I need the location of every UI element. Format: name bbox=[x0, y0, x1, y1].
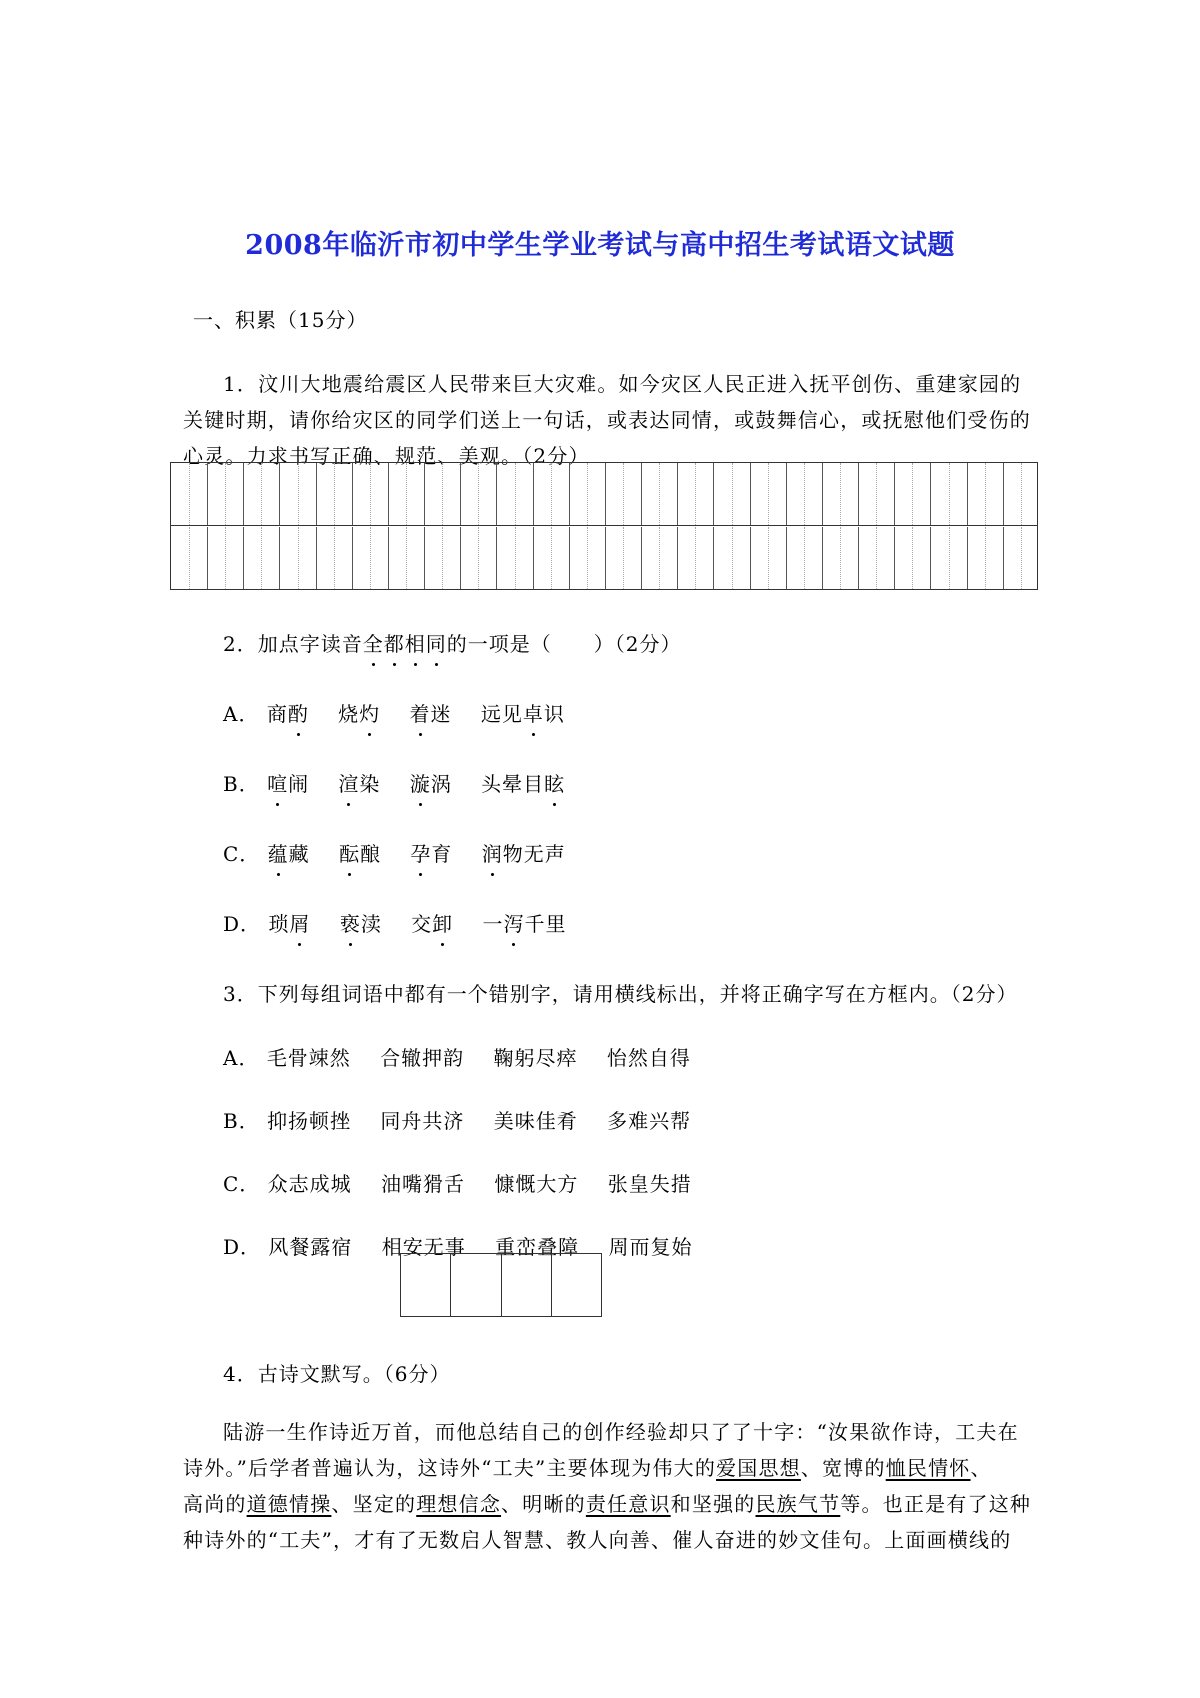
question-3-stem: 3．下列每组词语中都有一个错别字，请用横线标出，并将正确字写在方框内。（2分） bbox=[223, 982, 1018, 1006]
option-word: 相安无事 bbox=[381, 1235, 466, 1259]
option-word: 重峦叠障 bbox=[495, 1235, 580, 1259]
answer-box[interactable] bbox=[502, 1254, 552, 1316]
grid-row-1 bbox=[171, 463, 1037, 526]
grid-cell[interactable] bbox=[460, 527, 497, 589]
option-word: 毛骨竦然 bbox=[266, 1046, 351, 1070]
option-word: 多难兴帮 bbox=[607, 1109, 692, 1133]
grid-cell[interactable] bbox=[786, 463, 823, 525]
q2-stem-post: 的一项是（ ）（2分） bbox=[446, 632, 682, 656]
underlined-term: 理想信念 bbox=[416, 1492, 502, 1516]
grid-cell[interactable] bbox=[388, 463, 425, 525]
q2-stem-pre: 2．加点字读音 bbox=[223, 632, 363, 656]
grid-cell[interactable] bbox=[858, 527, 895, 589]
q4-para-line-2: 诗外。”后学者普遍认为，这诗外“工夫”主要体现为伟大的爱国思想、宽博的恤民情怀、 bbox=[183, 1456, 992, 1480]
option-label: D． bbox=[223, 1235, 262, 1259]
underlined-term: 民族气节 bbox=[755, 1492, 841, 1516]
grid-cell[interactable] bbox=[207, 527, 244, 589]
grid-cell[interactable] bbox=[967, 463, 1004, 525]
option-label: C． bbox=[223, 1172, 261, 1196]
option-word: 鞠躬尽瘁 bbox=[493, 1046, 578, 1070]
q3-option-c bbox=[223, 1166, 714, 1202]
grid-cell[interactable] bbox=[243, 527, 280, 589]
dotted-char: 全 bbox=[363, 626, 384, 662]
grid-cell[interactable] bbox=[822, 463, 859, 525]
grid-cell[interactable] bbox=[750, 527, 787, 589]
q2-option-b bbox=[223, 766, 587, 802]
underlined-term: 责任意识 bbox=[585, 1492, 671, 1516]
grid-cell[interactable] bbox=[1003, 463, 1039, 525]
underlined-term: 道德情操 bbox=[246, 1492, 332, 1516]
underlined-term: 爱国思想 bbox=[716, 1456, 801, 1480]
q1-line-3: 心灵。力求书写正确、规范、美观。（2分） bbox=[183, 444, 590, 468]
option-word: 远见卓识 bbox=[481, 696, 565, 732]
grid-cell[interactable] bbox=[569, 527, 606, 589]
grid-row-2 bbox=[171, 527, 1037, 589]
grid-cell[interactable] bbox=[316, 527, 353, 589]
question-4-stem: 4．古诗文默写。（6分） bbox=[223, 1362, 451, 1386]
option-word: 同舟共济 bbox=[380, 1109, 465, 1133]
question-1 bbox=[183, 366, 1043, 402]
grid-cell[interactable] bbox=[677, 527, 714, 589]
grid-cell[interactable] bbox=[931, 463, 968, 525]
q4-para-line-1: 陆游一生作诗近万首，而他总结自己的创作经验却只了了十字：“汝果欲作诗，工夫在 bbox=[223, 1420, 1019, 1444]
grid-cell[interactable] bbox=[894, 463, 931, 525]
answer-writing-grid[interactable] bbox=[170, 462, 1038, 590]
grid-cell[interactable] bbox=[605, 527, 642, 589]
option-label: A． bbox=[223, 1046, 260, 1070]
grid-cell[interactable] bbox=[207, 463, 244, 525]
grid-cell[interactable] bbox=[714, 527, 751, 589]
grid-cell[interactable] bbox=[894, 527, 931, 589]
q3-option-b bbox=[223, 1103, 713, 1139]
grid-cell[interactable] bbox=[605, 463, 642, 525]
q4-para-line-4: 种诗外的“工夫”，才有了无数启人智慧、教人向善、催人奋进的妙文佳句。上面画横线的 bbox=[183, 1528, 1012, 1552]
grid-cell[interactable] bbox=[931, 527, 968, 589]
option-word: 渲染 bbox=[338, 766, 380, 802]
grid-cell[interactable] bbox=[424, 463, 461, 525]
option-word: 众志成城 bbox=[267, 1172, 352, 1196]
grid-cell[interactable] bbox=[316, 463, 353, 525]
option-word: 蕴藏 bbox=[268, 836, 310, 872]
option-label: B． bbox=[223, 1109, 260, 1133]
grid-cell[interactable] bbox=[641, 463, 678, 525]
grid-cell[interactable] bbox=[822, 527, 859, 589]
option-word: 喧闹 bbox=[267, 766, 309, 802]
option-word: 着迷 bbox=[410, 696, 452, 732]
option-word: 怡然自得 bbox=[606, 1046, 691, 1070]
q1-line-2: 关键时期，请你给灾区的同学们送上一句话，或表达同情，或鼓舞信心，或抚慰他们受伤的 bbox=[183, 408, 1031, 432]
grid-cell[interactable] bbox=[388, 527, 425, 589]
answer-box[interactable] bbox=[451, 1254, 501, 1316]
grid-cell[interactable] bbox=[352, 527, 389, 589]
dotted-char: 同 bbox=[426, 626, 447, 662]
option-label: C． bbox=[223, 842, 261, 866]
grid-cell[interactable] bbox=[171, 463, 208, 525]
option-word: 抑扬顿挫 bbox=[267, 1109, 352, 1133]
correction-answer-boxes bbox=[400, 1253, 602, 1317]
option-word: 张皇失措 bbox=[607, 1172, 692, 1196]
answer-box[interactable] bbox=[401, 1254, 451, 1316]
option-word: 慷慨大方 bbox=[494, 1172, 579, 1196]
grid-cell[interactable] bbox=[714, 463, 751, 525]
option-word: 油嘴猾舌 bbox=[381, 1172, 466, 1196]
grid-cell[interactable] bbox=[280, 527, 317, 589]
option-label: A． bbox=[223, 702, 260, 726]
option-word: 商酌 bbox=[267, 696, 309, 732]
grid-cell[interactable] bbox=[569, 463, 606, 525]
page-title: 2008年临沂市初中学生学业考试与高中招生考试语文试题 bbox=[245, 230, 955, 261]
option-word: 合辙押韵 bbox=[380, 1046, 465, 1070]
q1-line-1: 1．汶川大地震给震区人民带来巨大灾难。如今灾区人民正进入抚平创伤、重建家园的 bbox=[223, 372, 1022, 396]
option-word: 头晕目眩 bbox=[481, 766, 565, 802]
option-word: 周而复始 bbox=[608, 1235, 693, 1259]
grid-cell[interactable] bbox=[497, 527, 534, 589]
grid-cell[interactable] bbox=[460, 463, 497, 525]
option-word: 琐屑 bbox=[268, 906, 310, 942]
option-word: 风餐露宿 bbox=[268, 1235, 353, 1259]
option-word: 亵渎 bbox=[340, 906, 382, 942]
answer-box[interactable] bbox=[552, 1254, 601, 1316]
grid-cell[interactable] bbox=[750, 463, 787, 525]
underlined-term: 恤民情怀 bbox=[885, 1456, 971, 1480]
dotted-char: 都 bbox=[384, 626, 405, 662]
q2-option-c bbox=[223, 836, 588, 872]
option-word: 烧灼 bbox=[338, 696, 380, 732]
grid-cell[interactable] bbox=[171, 527, 208, 589]
grid-cell[interactable] bbox=[424, 527, 461, 589]
grid-cell[interactable] bbox=[280, 463, 317, 525]
grid-cell[interactable] bbox=[677, 463, 714, 525]
q2-option-d bbox=[223, 906, 588, 942]
grid-cell[interactable] bbox=[641, 527, 678, 589]
option-label: D． bbox=[223, 912, 262, 936]
grid-cell[interactable] bbox=[533, 527, 570, 589]
grid-cell[interactable] bbox=[967, 527, 1004, 589]
q2-option-a bbox=[223, 696, 587, 732]
option-word: 美味佳肴 bbox=[493, 1109, 578, 1133]
q3-option-a bbox=[223, 1040, 713, 1076]
option-word: 酝酿 bbox=[339, 836, 381, 872]
grid-cell[interactable] bbox=[858, 463, 895, 525]
option-label: B． bbox=[223, 772, 260, 796]
grid-cell[interactable] bbox=[352, 463, 389, 525]
grid-cell[interactable] bbox=[786, 527, 823, 589]
grid-cell[interactable] bbox=[533, 463, 570, 525]
dotted-char: 相 bbox=[405, 626, 426, 662]
option-word: 润物无声 bbox=[482, 836, 566, 872]
option-word: 一泻千里 bbox=[482, 906, 566, 942]
section-heading: 一、积累（15分） bbox=[193, 308, 368, 332]
grid-cell[interactable] bbox=[497, 463, 534, 525]
option-word: 交卸 bbox=[411, 906, 453, 942]
grid-cell[interactable] bbox=[1003, 527, 1039, 589]
q4-para-line-3: 高尚的道德情操、坚定的理想信念、明晰的责任意识和坚强的民族气节等。也正是有了这种 bbox=[183, 1492, 1032, 1516]
question-2-stem bbox=[223, 626, 681, 662]
option-word: 漩涡 bbox=[410, 766, 452, 802]
grid-cell[interactable] bbox=[243, 463, 280, 525]
option-word: 孕育 bbox=[410, 836, 452, 872]
